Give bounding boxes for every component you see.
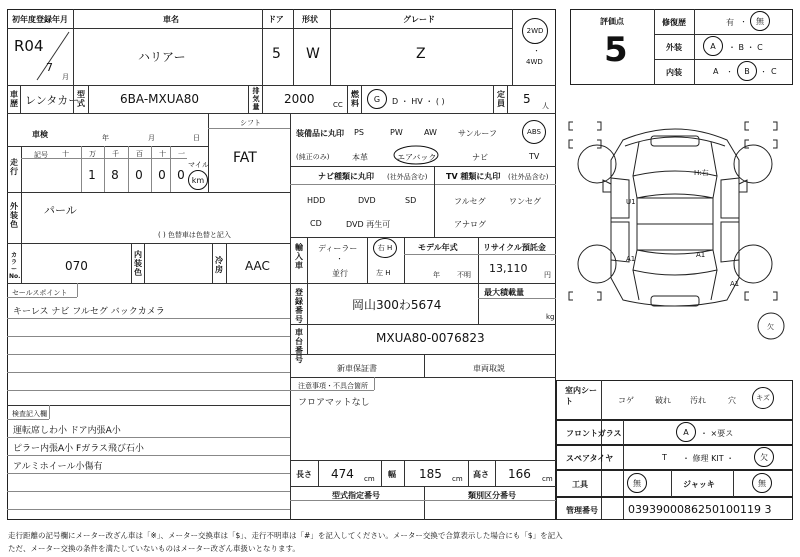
inspector-line-3: アルミホイール小傷有 (13, 462, 103, 472)
control-number: 0393900086250100119 3 (628, 503, 772, 516)
jack-none-circle: 無 (752, 473, 772, 493)
mark-right-rear: A1 (696, 251, 706, 259)
mark-rear-bumper: A1 (730, 280, 740, 288)
notes-label: 注意事項・不具合箇所 (298, 382, 368, 390)
color-no-label: カラーNo. (9, 252, 21, 280)
airbag-circle (392, 144, 440, 166)
cc-unit: CC (333, 101, 343, 109)
right-h-circle: 右 H (373, 238, 397, 258)
drive-dot: ・ (533, 47, 540, 55)
mileage-digit: 0 (158, 168, 166, 182)
height-unit: cm (542, 475, 553, 483)
spare-t: T (662, 453, 667, 462)
equip-navi: ナビ (472, 153, 488, 162)
usage: レンタカー (25, 94, 80, 107)
seat-koge: コゲ (618, 396, 634, 405)
length-label: 長さ (296, 470, 312, 479)
header-divider (7, 28, 512, 29)
inspector-line-2: ピラー内張A小 Fガラス飛び石小 (13, 444, 144, 454)
car-name: ハリアー (138, 50, 186, 64)
interior-a: A (713, 67, 719, 76)
height-label: 高さ (473, 470, 489, 479)
model-label: 型式 (77, 90, 85, 108)
car-manual: 車両取説 (473, 364, 505, 373)
kg-unit: kg (546, 313, 555, 321)
sales-points: キーレス ナビ フルセグ バックカメラ (13, 307, 165, 317)
grade-label: グレード (403, 15, 435, 24)
reg-year: R04 (14, 37, 44, 55)
inspection-month-unit: 月 (148, 134, 155, 142)
navi-sub: (社外品含む) (387, 173, 428, 181)
length-unit: cm (364, 475, 375, 483)
shape-label: 形状 (302, 15, 318, 24)
person-unit: 人 (542, 102, 549, 110)
model: 6BA-MXUA80 (120, 92, 199, 106)
equip-abs-circle: ABS (522, 120, 546, 144)
height: 166 (508, 467, 531, 481)
drive-2wd-circle: 2WD (522, 18, 548, 44)
model-year-label: モデル年式 (418, 243, 458, 252)
length: 474 (331, 467, 354, 481)
mark-left-rear: A1 (626, 255, 636, 263)
seat-kizu-circle: キズ (752, 387, 774, 409)
mileage-cell-divider (81, 146, 82, 192)
glass-label: フロントガラス (566, 429, 622, 438)
tv-fullseg: フルセグ (454, 197, 486, 206)
equip-pw: PW (390, 128, 403, 137)
ac-label: 冷房 (215, 256, 223, 274)
footer-line-2: ただ、メーター交換の条件を満たしていないものはメーター改ざん車扱いとなります。 (8, 544, 300, 553)
import-parallel: 並行 (332, 269, 348, 278)
spare-repair-kit: ・ 修理 KIT ・ (682, 454, 735, 463)
left-h: 左 H (376, 269, 391, 277)
usage-label: 車歴 (10, 90, 18, 108)
score: 5 (604, 30, 628, 70)
interior-dot-2: ・ (760, 68, 767, 76)
mileage-label: 走行 (10, 158, 18, 176)
width-unit: cm (452, 475, 463, 483)
navi-dvd: DVD (358, 196, 376, 205)
equip-sunroof: サンルーフ (458, 129, 497, 138)
equip-ps: PS (354, 128, 364, 137)
capacity: 5 (523, 92, 531, 106)
navi-cd: CD (310, 219, 322, 228)
mileage-cell-divider (104, 146, 105, 192)
repair-yes: 有 (726, 18, 734, 27)
mileage-place-header: 百 (136, 150, 143, 158)
repair-dot: ・ (740, 18, 747, 26)
mileage-place-header: 十 (159, 150, 166, 158)
equip-aw: AW (424, 128, 437, 137)
exterior: パール (44, 204, 77, 217)
width-label: 幅 (388, 470, 396, 479)
shift-label: シフト (240, 119, 261, 127)
width: 185 (419, 467, 442, 481)
score-label: 評価点 (600, 17, 624, 26)
recycle: 13,110 (489, 262, 528, 275)
name-label: 車名 (163, 15, 179, 24)
mile-label: マイル (188, 161, 209, 169)
mileage-digit: 0 (135, 168, 143, 182)
shape: W (306, 46, 320, 62)
inspector-label: 検査記入欄 (12, 410, 47, 418)
max-load-label: 最大積載量 (484, 288, 524, 297)
equipment-label: 装備品に丸印 (296, 129, 344, 138)
exterior-rest: ・ B ・ C (728, 43, 763, 52)
door-label: ドア (268, 15, 284, 24)
exterior-a-circle: A (703, 36, 723, 56)
interior-score-label: 内装 (666, 68, 682, 77)
registration: 岡山300わ5674 (352, 298, 442, 312)
inspection-year-unit: 年 (102, 134, 109, 142)
reg-month-unit: 月 (62, 73, 69, 81)
interior-color-label: 内装色 (134, 250, 142, 277)
mileage-sign-label: 記号 (34, 151, 48, 159)
seat-label: 室内シート (565, 386, 597, 406)
seat-yabure: 破れ (655, 396, 671, 405)
import-label: 輸入車 (295, 243, 303, 270)
mileage-cell-divider (128, 146, 129, 192)
model-year-unit: 年 (433, 271, 440, 279)
mark-spare: 欠 (767, 323, 774, 331)
interior-dot-1: ・ (726, 68, 733, 76)
spare-label: スペアタイヤ (566, 454, 614, 463)
recycle-yen: 円 (544, 271, 551, 279)
new-car-warranty: 新車保証書 (337, 364, 377, 373)
import-dealer: ディーラー (318, 244, 358, 253)
control-label: 管理番号 (566, 506, 598, 515)
mileage-cell-divider (151, 146, 152, 192)
spare-missing-circle: 欠 (754, 447, 774, 467)
exterior-note: ( ) 色替車は色替と記入 (158, 231, 231, 239)
doors: 5 (272, 46, 281, 62)
type-cert-label: 型式指定番号 (332, 491, 380, 500)
mileage-digit: 8 (111, 168, 119, 182)
inspection-day-unit: 日 (193, 134, 200, 142)
capacity-label: 定員 (497, 90, 505, 108)
jack-label: ジャッキ (683, 480, 715, 489)
navi-dvd-play: DVD 再生可 (346, 220, 391, 229)
inspector-line-1: 運転席しわ小 ドア内張A小 (13, 426, 121, 436)
equip-airbag: エアバック (397, 153, 437, 162)
class-label: 類別区分番号 (468, 491, 516, 500)
tools-none-circle: 無 (627, 473, 647, 493)
grade: Z (416, 46, 426, 62)
interior-b-circle: B (737, 61, 757, 81)
mileage-place-header: 一 (178, 150, 185, 158)
equipment-sublabel: (純正のみ) (296, 153, 330, 161)
repair-label: 修復歴 (662, 18, 686, 27)
color-no: 070 (65, 259, 88, 273)
footer-line-1: 走行距離の記号欄にメーター改ざん車は「※」、メーター交換車は「$」、走行不明車は「#」を記入してください。メーター交換で合算表示した場合にも「$」を記入 (8, 531, 563, 540)
recycle-label: リサイクル預託金 (483, 243, 546, 252)
mileage-place-header: 万 (89, 150, 96, 158)
equip-leather: 本革 (352, 153, 368, 162)
displacement: 2000 (284, 92, 315, 106)
shift: FAT (233, 150, 257, 166)
import-dot: ・ (336, 255, 343, 263)
notes: フロアマットなし (298, 398, 370, 408)
navi-sd: SD (405, 196, 417, 205)
chassis-label: 車台番号 (295, 328, 303, 364)
seat-yogore: 汚れ (690, 396, 706, 405)
repair-no-circle: 無 (750, 11, 770, 31)
navi-label: ナビ種類に丸印 (318, 172, 374, 181)
reg-year-label: 初年度登録年月 (12, 15, 68, 24)
mark-left-door: U1 (626, 198, 636, 206)
sales-points-label: セールスポイント (12, 289, 68, 297)
registration-label: 登録番号 (295, 288, 303, 324)
tv-label: TV 種類に丸印 (446, 172, 501, 181)
mark-front-right: H:右 (694, 169, 709, 177)
interior-c: C (771, 67, 777, 76)
inspection-label: 車検 (32, 130, 48, 139)
exterior-score-label: 外装 (666, 43, 682, 52)
displacement-label: 排気量 (252, 87, 260, 111)
fuel-g-circle: G (367, 89, 387, 109)
glass-rest: ・ ×要ス (700, 429, 734, 438)
seat-ana: 穴 (728, 396, 736, 405)
model-year-unknown: 不明 (457, 271, 471, 279)
glass-a-circle: A (676, 422, 696, 442)
fuel-rest: D ・ HV ・ ( ) (392, 97, 445, 106)
mileage-digit: 1 (88, 168, 96, 182)
chassis: MXUA80-0076823 (376, 331, 485, 345)
tools-label: 工具 (572, 480, 588, 489)
mileage-digit: 0 (177, 168, 185, 182)
fuel-label: 燃料 (351, 90, 359, 108)
navi-hdd: HDD (307, 196, 326, 205)
exterior-label: 外装色 (10, 202, 18, 229)
tv-analog: アナログ (454, 220, 486, 229)
tv-sub: (社外品含む) (508, 173, 549, 181)
km-circle: km (188, 170, 208, 190)
drive-4wd: 4WD (526, 58, 543, 66)
mileage-place-header: 十 (62, 150, 69, 158)
equip-tv: TV (529, 152, 540, 161)
reg-month: 7 (46, 61, 53, 74)
car-damage-diagram (563, 100, 795, 380)
tv-oneseg: ワンセグ (509, 197, 541, 206)
mileage-place-header: 千 (112, 150, 119, 158)
ac: AAC (245, 259, 270, 273)
